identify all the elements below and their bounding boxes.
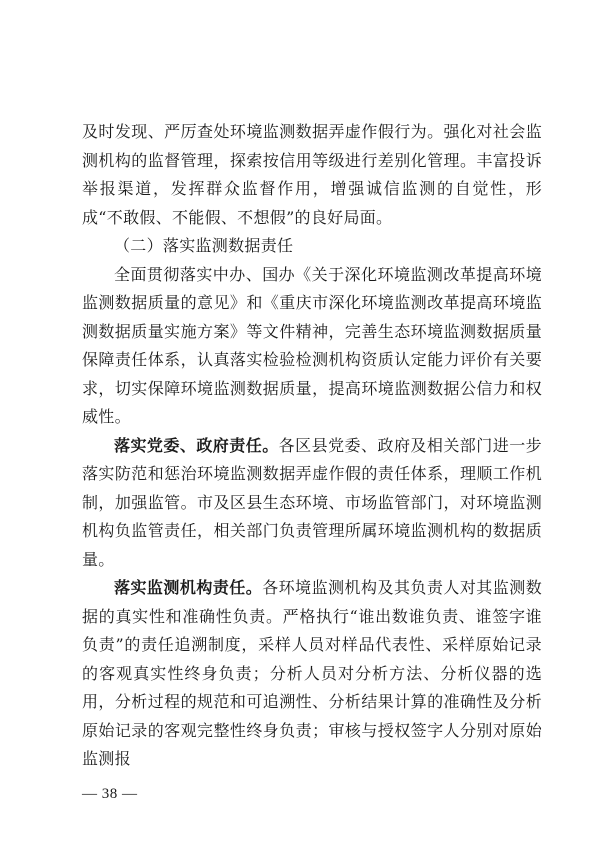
- page-number: — 38 —: [82, 786, 138, 802]
- paragraph-body-party-government: 各区县党委、政府及相关部门进一步落实防范和惩治环境监测数据弄虚作假的责任体系，理顺工作机制，加强监管。市及区县生态环境、市场监管部门，对环境监测机构负监管责任，相关部门负责管理所属环境监测机构的数据质量。: [82, 435, 542, 569]
- paragraph-lead-monitoring-agency: 落实监测机构责任。: [114, 578, 263, 597]
- continued-paragraph: 及时发现、严厉查处环境监测数据弄虚作假行为。强化对社会监测机构的监督管理，探索按信用等级进行差别化管理。丰富投诉举报渠道，发挥群众监督作用，增强诚信监测的自觉性，形成“不敢假、不能假、不想假”的良好局面。: [82, 122, 542, 227]
- paragraph-party-government-responsibility: [82, 432, 542, 575]
- paragraph-body-monitoring-agency: 各环境监测机构及其负责人对其监测数据的真实性和准确性负责。严格执行“谁出数谁负责、谁签字谁负责”的责任追溯制度，采样人员对样品代表性、采样原始记录的客观真实性终身负责；分析人员对分析方法、分析仪器的选用，分析过程的规范和可追溯性、分析结果计算的准确性及分析原始记录的客观完整性终身负责；审核与授权签字人分别对原始监测报: [82, 578, 542, 768]
- paragraph-lead-party-government: 落实党委、政府责任。: [114, 435, 279, 455]
- body-text: [82, 118, 542, 774]
- section-heading: （二）落实监测数据责任: [114, 236, 294, 255]
- paragraph-overview: 全面贯彻落实中办、国办《关于深化环境监测改革提高环境监测数据质量的意见》和《重庆市深化环境监测改革提高环境监测数据质量实施方案》等文件精神，完善生态环境监测数据质量保障责任体系，认真落实检验检测机构资质认定能力评价有关要求，切实保障环境监测数据质量，提高环境监测数据公信力和权威性。: [82, 264, 542, 426]
- paragraph-monitoring-agency-responsibility: [82, 574, 542, 774]
